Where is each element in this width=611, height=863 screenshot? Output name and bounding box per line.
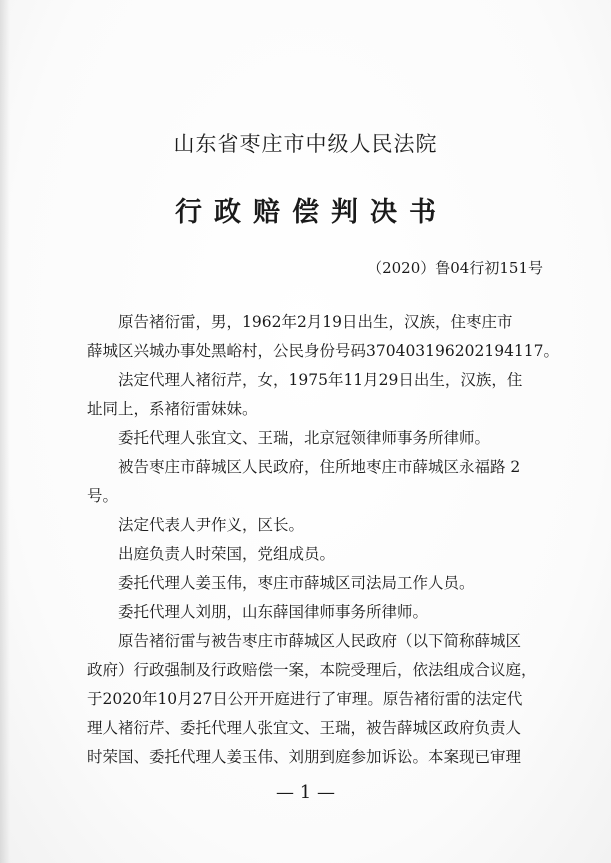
page-number: — 1 — bbox=[276, 782, 335, 803]
text-line-legal-representative: 法定代表人尹作义，区长。 bbox=[118, 516, 305, 534]
text-line-plaintiff-attorney: 委托代理人张宜文、王瑞，北京冠领律师事务所律师。 bbox=[118, 429, 491, 447]
text-line-legal-agent: 法定代理人褚衍芹，女，1975年11月29日出生，汉族，住 bbox=[118, 371, 523, 389]
text-line-court-appearance: 出庭负责人时荣国，党组成员。 bbox=[118, 545, 336, 563]
text-line-defendant-attorney-2: 委托代理人刘朋，山东薛国律师事务所律师。 bbox=[118, 603, 429, 621]
text-line-case-summary-2: 政府）行政强制及行政赔偿一案，本院受理后，依法组成合议庭， bbox=[87, 661, 537, 679]
text-line-plaintiff: 原告褚衍雷，男，1962年2月19日出生，汉族，住枣庄市 bbox=[118, 313, 513, 331]
text-line-plaintiff-address: 薛城区兴城办事处黑峪村，公民身份号码370403196202194117。 bbox=[87, 342, 560, 360]
text-line-defendant-attorney-1: 委托代理人姜玉伟，枣庄市薛城区司法局工作人员。 bbox=[118, 574, 475, 592]
text-line-case-summary-5: 时荣国、委托代理人姜玉伟、刘朋到庭参加诉讼。本案现已审理 bbox=[87, 748, 522, 766]
case-number: （2020）鲁04行初151号 bbox=[367, 259, 543, 277]
text-line-case-summary-3: 于2020年10月27日公开开庭进行了审理。原告褚衍雷的法定代 bbox=[87, 690, 523, 708]
court-name: 山东省枣庄市中级人民法院 bbox=[173, 132, 438, 156]
text-line-defendant: 被告枣庄市薛城区人民政府，住所地枣庄市薛城区永福路 2 bbox=[118, 458, 521, 476]
text-line-defendant-address-end: 号。 bbox=[87, 487, 119, 505]
text-line-case-summary-1: 原告褚衍雷与被告枣庄市薛城区人民政府（以下简称薛城区 bbox=[118, 632, 522, 650]
text-line-case-summary-4: 理人褚衍芹、委托代理人张宜文、王瑞，被告薛城区政府负责人 bbox=[87, 719, 522, 737]
document-title: 行政赔偿判决书 bbox=[175, 197, 448, 228]
text-line-legal-agent-address: 址同上，系褚衍雷妹妹。 bbox=[87, 400, 258, 418]
